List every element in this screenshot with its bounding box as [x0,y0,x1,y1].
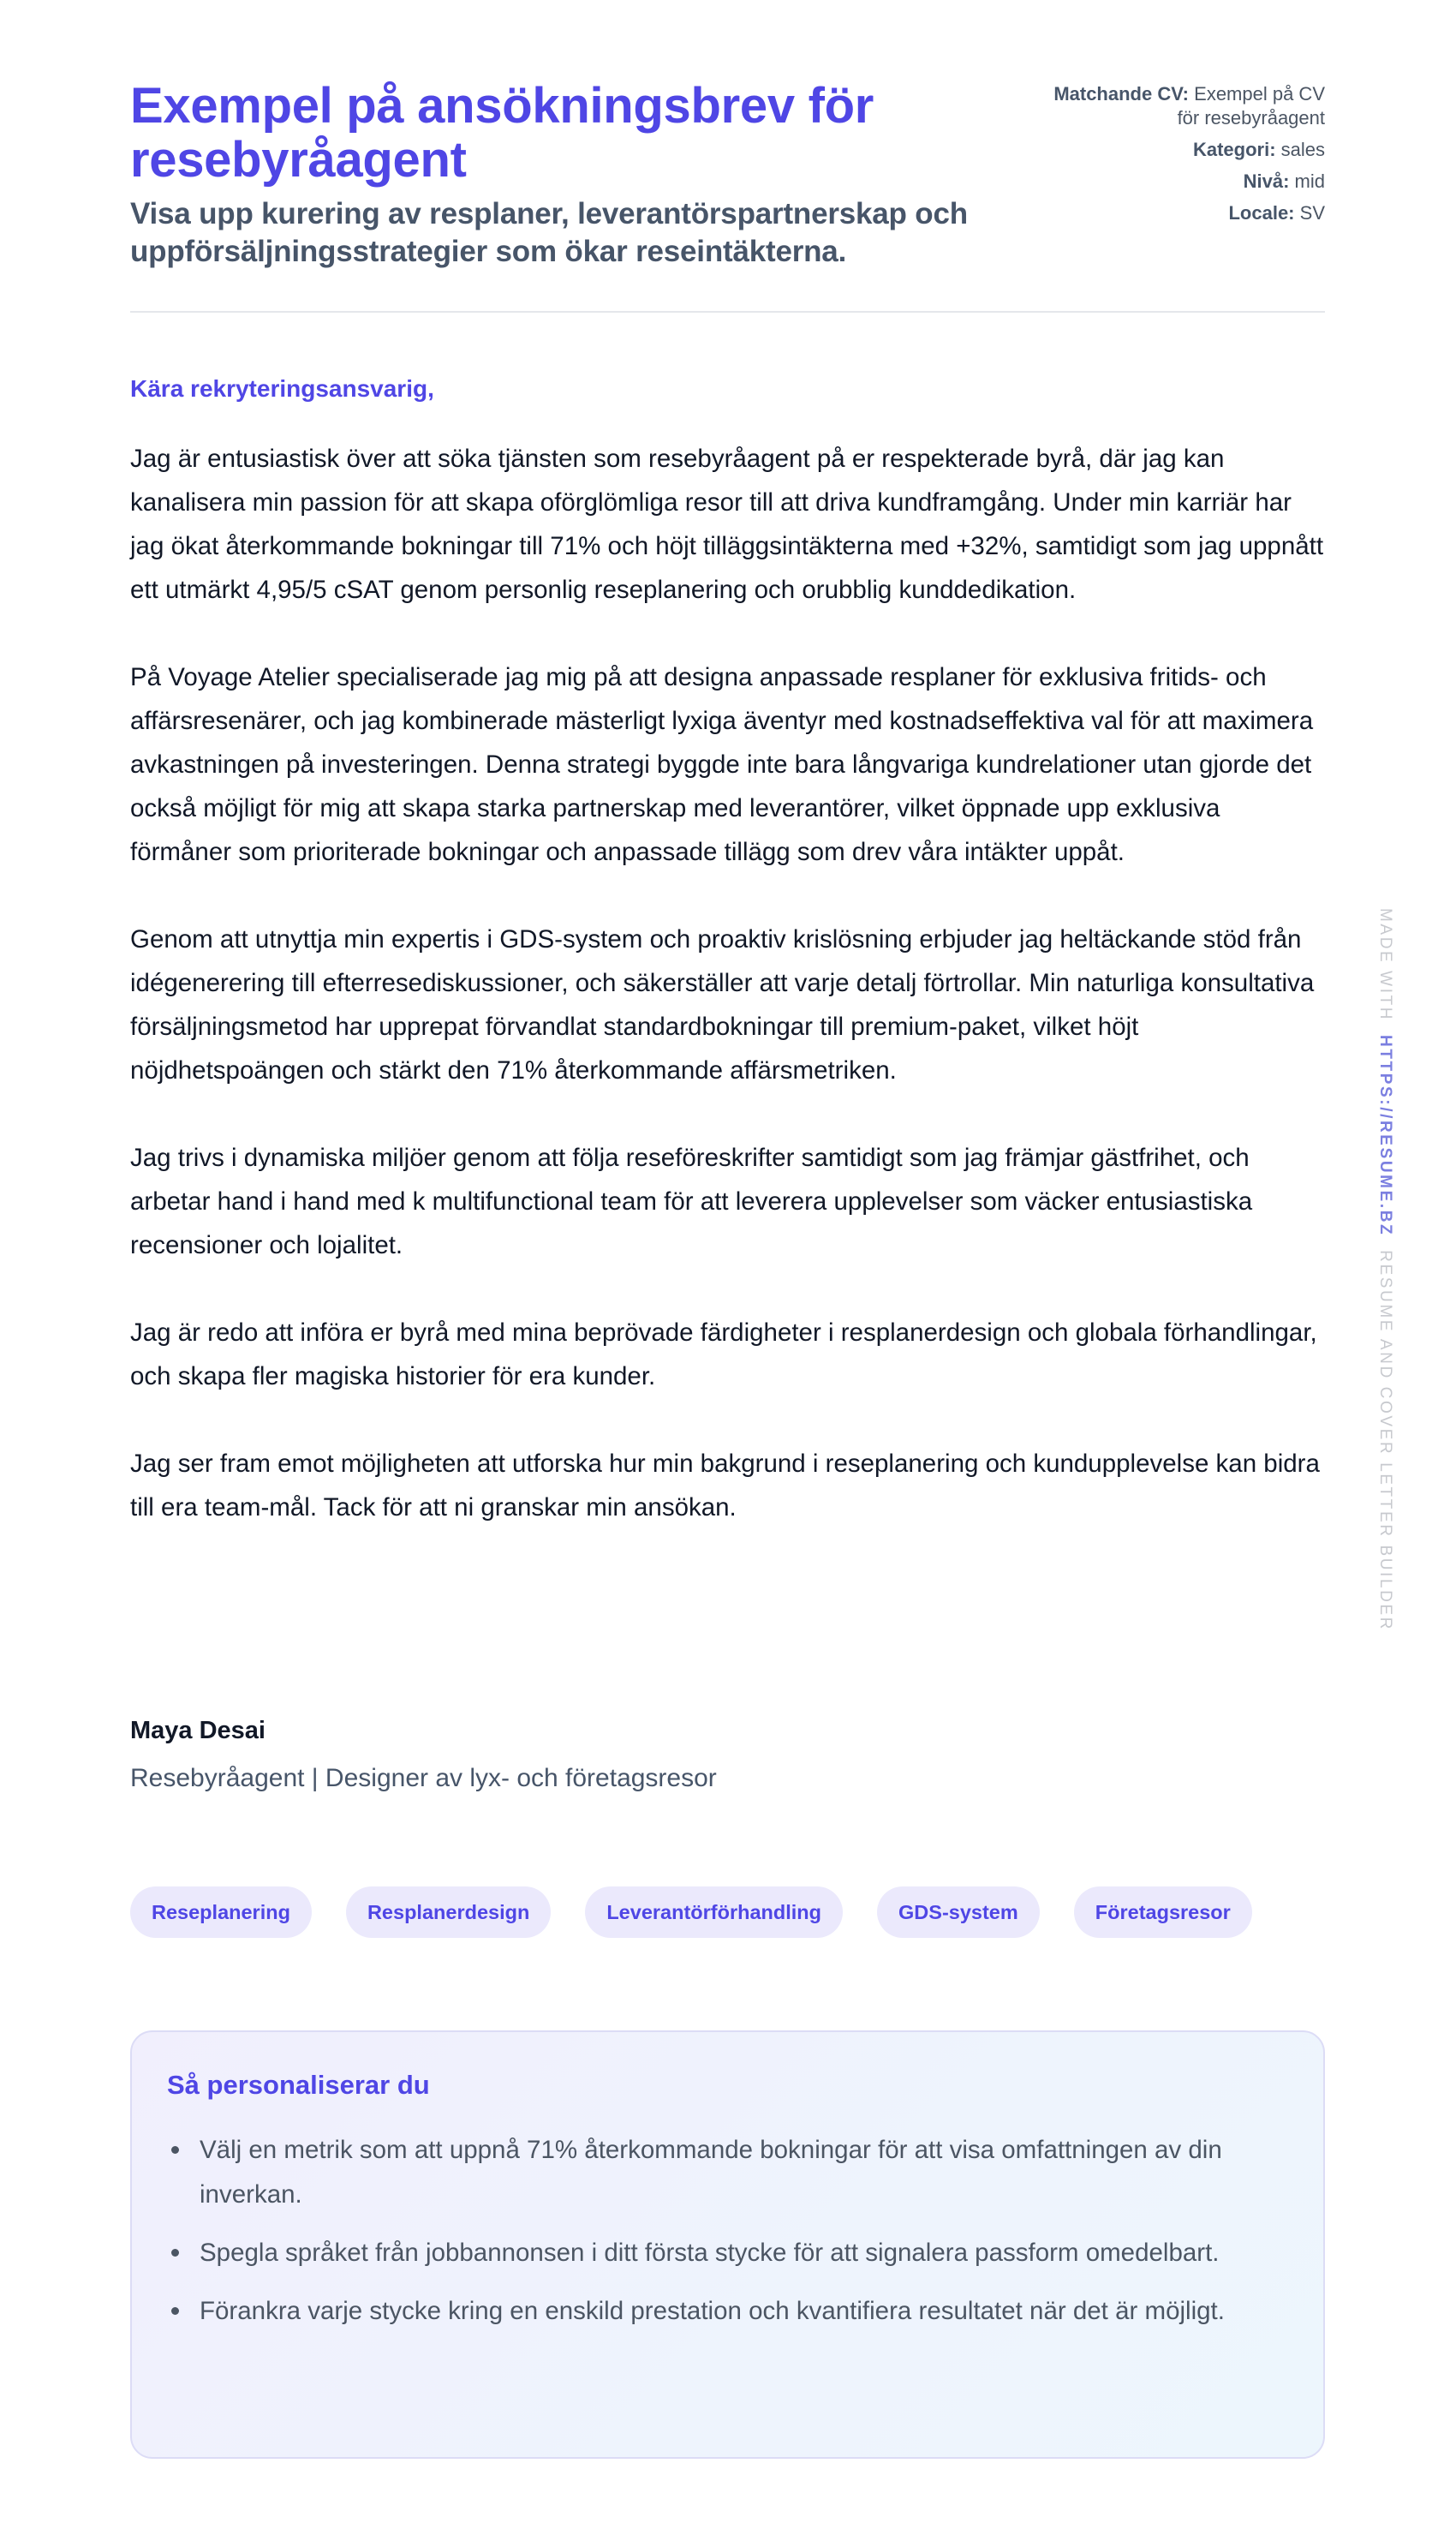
letter-paragraph: Genom att utnyttja min expertis i GDS-system och proaktiv krislösning erbjuder jag heltäckande stöd från idégenerering till efterresediskussioner, och säkerställer att varje detalj förtrollar. Min naturliga konsultativa försäljningsmetod har upprepat förvandlat standardbokningar till premium-paket, vilket höjt nöjdhetspoängen och stärkt den 71% återkommande affärsmetriken. [130,925,1315,1085]
tip-item [167,2231,1298,2275]
page-title: Exempel på ansökningsbrev för resebyråagent [130,78,874,188]
meta-info [1051,82,1325,233]
meta-matching-cv [1051,82,1325,130]
page-subtitle: Visa upp kurering av resplaner, leverantörspartnerskap och uppförsäljningsstrategier som ökar reseintäkterna. [130,197,968,268]
meta-label: Kategori: [1192,139,1276,160]
signature-name: Maya Desai [130,1717,266,1744]
tip-text: Välj en metrik som att uppnå 71% återkommande bokningar för att visa omfattningen av din inverkan. [200,2136,1222,2209]
meta-label: Nivå: [1243,170,1290,192]
meta-label: Locale: [1228,202,1295,224]
tips-title: Så personaliserar du [167,2070,430,2100]
side-watermark [1375,908,1394,1631]
tip-item [167,2128,1298,2217]
skill-tags [130,1886,1252,1938]
skill-tag[interactable]: Företagsresor [1074,1886,1252,1938]
letter-paragraph: Jag ser fram emot möjligheten att utforska hur min bakgrund i reseplanering och kundupplevelse kan bidra till era team-mål. Tack för att ni granskar min ansökan. [130,1450,1320,1522]
watermark-prefix: MADE WITH [1376,907,1394,1022]
signature-block [130,1713,717,1796]
watermark-suffix: RESUME AND COVER LETTER BUILDER [1376,1250,1394,1632]
bullet-icon [171,2146,179,2154]
bullet-icon [171,2307,179,2315]
tip-text: Spegla språket från jobbannonsen i ditt första stycke för att signalera passform omedelbart. [200,2239,1220,2267]
letter-greeting: Kära rekryteringsansvarig, [130,375,434,402]
skill-tag[interactable]: Resplanerdesign [346,1886,551,1938]
header-divider [130,311,1325,313]
tip-item [167,2289,1298,2334]
meta-value: SV [1299,202,1325,224]
skill-tag[interactable]: Reseplanering [130,1886,312,1938]
tip-text: Förankra varje stycke kring en enskild prestation och kvantifiera resultatet när det är möjligt. [200,2297,1225,2325]
skill-tag[interactable]: Leverantörförhandling [585,1886,843,1938]
watermark-link[interactable]: HTTPS://RESUME.BZ [1376,1035,1394,1237]
skill-tag[interactable]: GDS-system [877,1886,1040,1938]
letter-paragraph: Jag är entusiastisk över att söka tjänsten som resebyråagent på er respekterade byrå, där jag kan kanalisera min passion för att skapa oförglömliga resor till att driva kundframgång. Under min karriär har jag ökat återkommande bokningar till 71% och höjt tilläggsintäkterna med +32%, samtidigt som jag uppnått ett utmärkt 4,95/5 cSAT genom personlig reseplanering och orubblig kunddedikation. [130,445,1324,604]
tips-list [167,2128,1298,2347]
meta-value-link[interactable]: Exempel på CV för resebyråagent [1177,83,1325,129]
letter-paragraph: Jag är redo att införa er byrå med mina beprövade färdigheter i resplanerdesign och globala förhandlingar, och skapa fler magiska historier för era kunder. [130,1318,1317,1390]
meta-level [1051,170,1325,194]
meta-value: sales [1280,139,1325,160]
meta-label: Matchande CV: [1053,83,1190,105]
letter-paragraph: På Voyage Atelier specialiserade jag mig på att designa anpassade resplaner för exklusiva fritids- och affärsresenärer, och jag kombinerade mästerligt lyxiga äventyr med kostnadseffektiva val för att maximera avkastningen på investeringen. Denna strategi byggde inte bara långvariga kundrelationer utan gjorde det också möjligt för mig att skapa starka partnerskap med leverantörer, vilket öppnade upp exklusiva förmåner som prioriterade bokningar och anpassade tillägg som drev våra intäkter uppåt. [130,663,1314,866]
personalization-tips-box [130,2030,1325,2459]
meta-value: mid [1294,170,1325,192]
letter-body [130,437,1325,1573]
signature-title: Resebyråagent | Designer av lyx- och företagsresor [130,1764,717,1792]
letter-paragraph: Jag trivs i dynamiska miljöer genom att följa reseföreskrifter samtidigt som jag främjar gästfrihet, och arbetar hand i hand med k multifunctional team för att leverera upplevelser som väcker entusiastiska recensioner och lojalitet. [130,1144,1253,1259]
meta-category [1051,138,1325,162]
meta-locale [1051,201,1325,225]
bullet-icon [171,2249,179,2257]
